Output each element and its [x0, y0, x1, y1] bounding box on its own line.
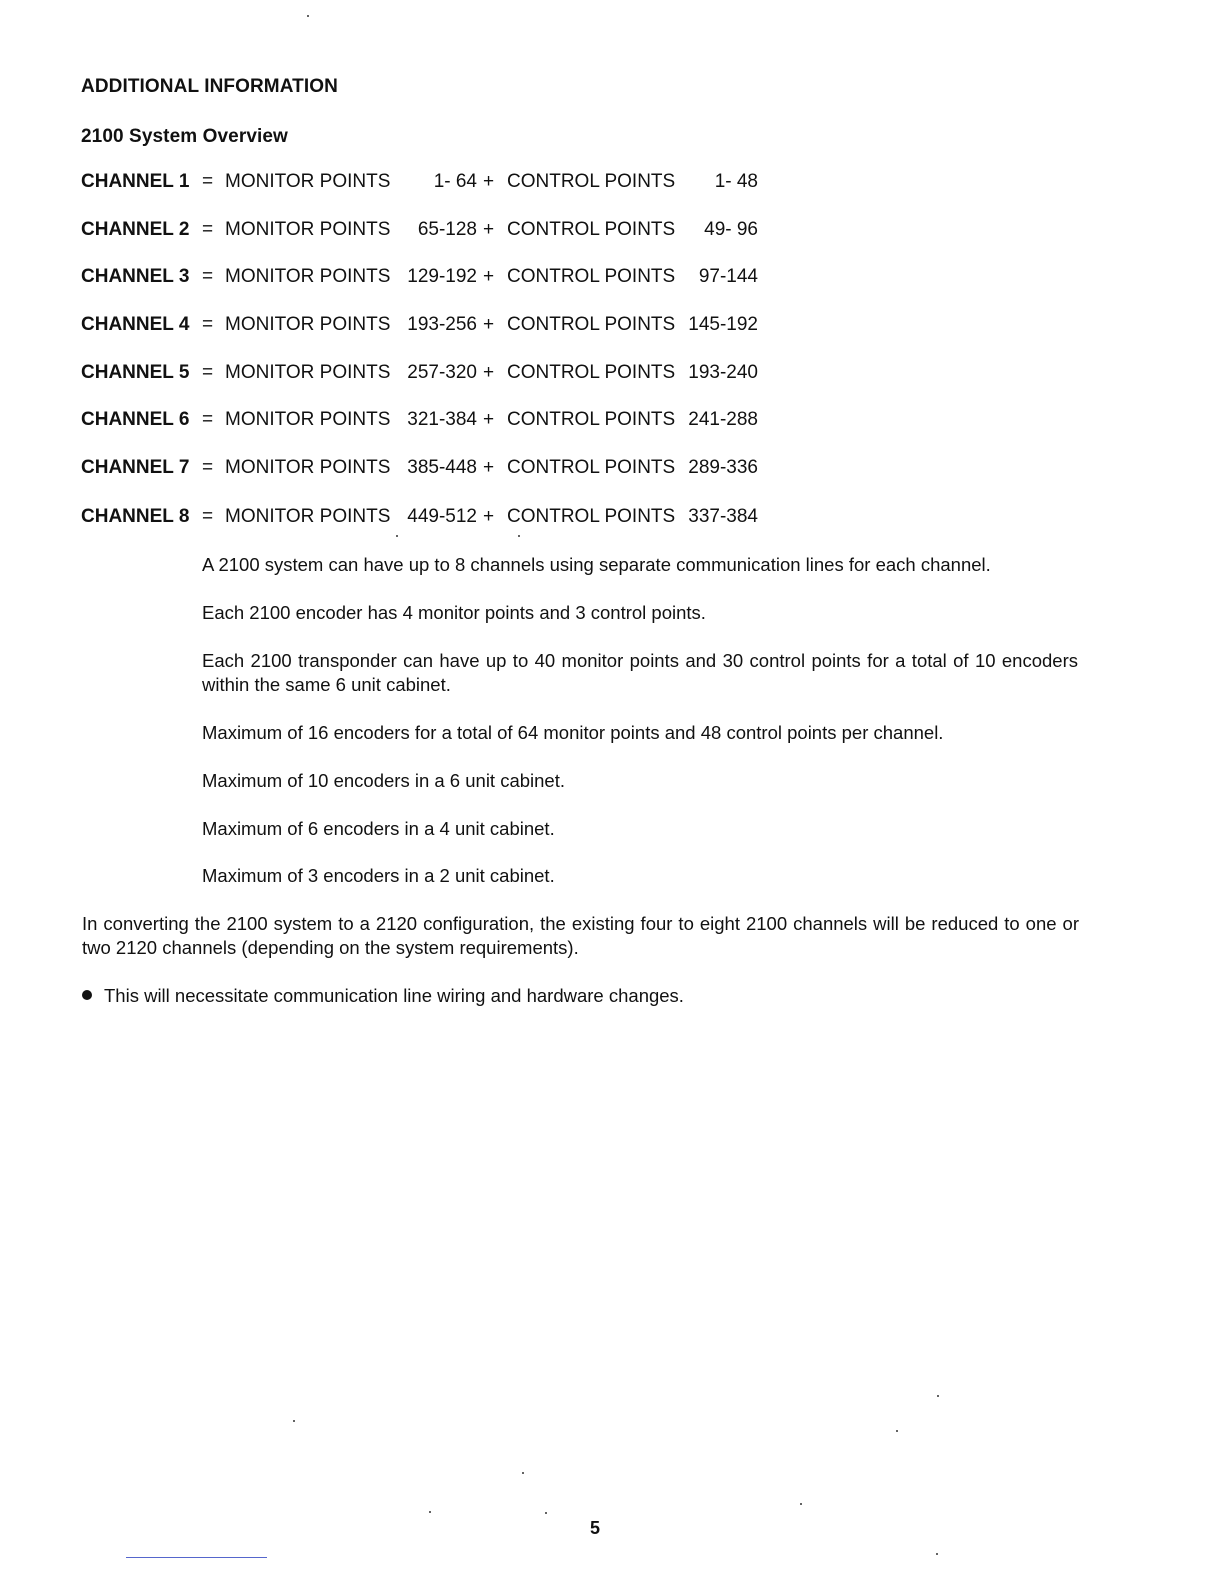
plus-sign: +: [483, 362, 495, 383]
control-range: 289-336: [688, 457, 758, 478]
control-range: 1- 48: [714, 171, 758, 192]
equals-sign: =: [202, 314, 214, 335]
page-number: 5: [589, 1518, 600, 1538]
scan-speck: [429, 1511, 431, 1513]
monitor-points-label: MONITOR POINTS: [225, 219, 391, 240]
control-range: 193-240: [688, 362, 758, 383]
channel-row: [81, 266, 758, 292]
equals-sign: =: [202, 266, 214, 287]
monitor-range: 1- 64: [433, 171, 477, 192]
control-points-label: CONTROL POINTS: [507, 266, 676, 287]
channel-row: [81, 506, 758, 532]
control-range: 49- 96: [704, 219, 758, 240]
control-range: 145-192: [688, 314, 758, 335]
conversion-paragraph: In converting the 2100 system to a 2120 configuration, the existing four to eight 2100 channels will be reduced to one or two 2120 channels (depending on the system requirements).: [82, 913, 1079, 958]
channel-row: [81, 171, 758, 197]
bullet-text: This will necessitate communication line wiring and hardware changes.: [104, 985, 684, 1006]
control-range: 97-144: [698, 266, 758, 287]
page-heading: ADDITIONAL INFORMATION: [81, 76, 338, 97]
note-channels: A 2100 system can have up to 8 channels using separate communication lines for each channel.: [202, 554, 991, 575]
monitor-range: 193-256: [407, 314, 477, 335]
control-points-label: CONTROL POINTS: [507, 171, 676, 192]
note-max-encoders-channel: Maximum of 16 encoders for a total of 64 monitor points and 48 control points per channel.: [202, 722, 944, 743]
channel-label: CHANNEL 2: [81, 219, 190, 240]
control-range: 241-288: [688, 409, 758, 430]
channel-row: [81, 409, 758, 435]
channel-label: CHANNEL 4: [81, 314, 190, 335]
equals-sign: =: [202, 171, 214, 192]
channel-row: [81, 362, 758, 388]
scan-speck: [522, 1472, 524, 1474]
equals-sign: =: [202, 506, 214, 527]
plus-sign: +: [483, 409, 495, 430]
control-points-label: CONTROL POINTS: [507, 362, 676, 383]
scan-speck: [800, 1503, 802, 1505]
plus-sign: +: [483, 171, 495, 192]
footer-rule: [126, 1557, 267, 1558]
channel-label: CHANNEL 7: [81, 457, 190, 478]
plus-sign: +: [483, 506, 495, 527]
note-max-4-unit: Maximum of 6 encoders in a 4 unit cabinet.: [202, 818, 555, 839]
plus-sign: +: [483, 266, 495, 287]
bullet-icon: [82, 990, 92, 1000]
control-points-label: CONTROL POINTS: [507, 219, 676, 240]
control-points-label: CONTROL POINTS: [507, 457, 676, 478]
equals-sign: =: [202, 362, 214, 383]
monitor-range: 129-192: [407, 266, 477, 287]
channel-row: [81, 314, 758, 340]
note-max-2-unit: Maximum of 3 encoders in a 2 unit cabinet.: [202, 865, 555, 886]
note-encoder-points: Each 2100 encoder has 4 monitor points and 3 control points.: [202, 602, 706, 623]
plus-sign: +: [483, 457, 495, 478]
note-transponder: Each 2100 transponder can have up to 40 monitor points and 30 control points for a total of 10 encoders within the same 6 unit cabinet.: [202, 650, 1078, 695]
channel-label: CHANNEL 6: [81, 409, 190, 430]
scan-speck: [307, 15, 309, 17]
scan-speck: [396, 535, 398, 537]
monitor-points-label: MONITOR POINTS: [225, 266, 391, 287]
control-points-label: CONTROL POINTS: [507, 314, 676, 335]
scan-speck: [896, 1430, 898, 1432]
channel-label: CHANNEL 1: [81, 171, 190, 192]
channel-label: CHANNEL 8: [81, 506, 190, 527]
scan-speck: [293, 1420, 295, 1422]
monitor-points-label: MONITOR POINTS: [225, 506, 391, 527]
scan-speck: [937, 1395, 939, 1397]
scan-speck: [545, 1512, 547, 1514]
monitor-points-label: MONITOR POINTS: [225, 362, 391, 383]
monitor-points-label: MONITOR POINTS: [225, 457, 391, 478]
scan-speck: [936, 1553, 938, 1555]
monitor-range: 385-448: [407, 457, 477, 478]
scan-speck: [518, 535, 520, 537]
equals-sign: =: [202, 409, 214, 430]
control-points-label: CONTROL POINTS: [507, 506, 676, 527]
control-range: 337-384: [688, 506, 758, 527]
plus-sign: +: [483, 314, 495, 335]
equals-sign: =: [202, 457, 214, 478]
channel-row: [81, 457, 758, 483]
monitor-points-label: MONITOR POINTS: [225, 314, 391, 335]
plus-sign: +: [483, 219, 495, 240]
monitor-range: 449-512: [407, 506, 477, 527]
monitor-range: 257-320: [407, 362, 477, 383]
monitor-points-label: MONITOR POINTS: [225, 171, 391, 192]
channel-row: [81, 219, 758, 245]
section-subheading: 2100 System Overview: [81, 126, 288, 147]
monitor-range: 65-128: [417, 219, 477, 240]
monitor-points-label: MONITOR POINTS: [225, 409, 391, 430]
channel-label: CHANNEL 3: [81, 266, 190, 287]
equals-sign: =: [202, 219, 214, 240]
note-max-6-unit: Maximum of 10 encoders in a 6 unit cabinet.: [202, 770, 565, 791]
bullet-item: [82, 984, 684, 1008]
monitor-range: 321-384: [407, 409, 477, 430]
channel-label: CHANNEL 5: [81, 362, 190, 383]
control-points-label: CONTROL POINTS: [507, 409, 676, 430]
